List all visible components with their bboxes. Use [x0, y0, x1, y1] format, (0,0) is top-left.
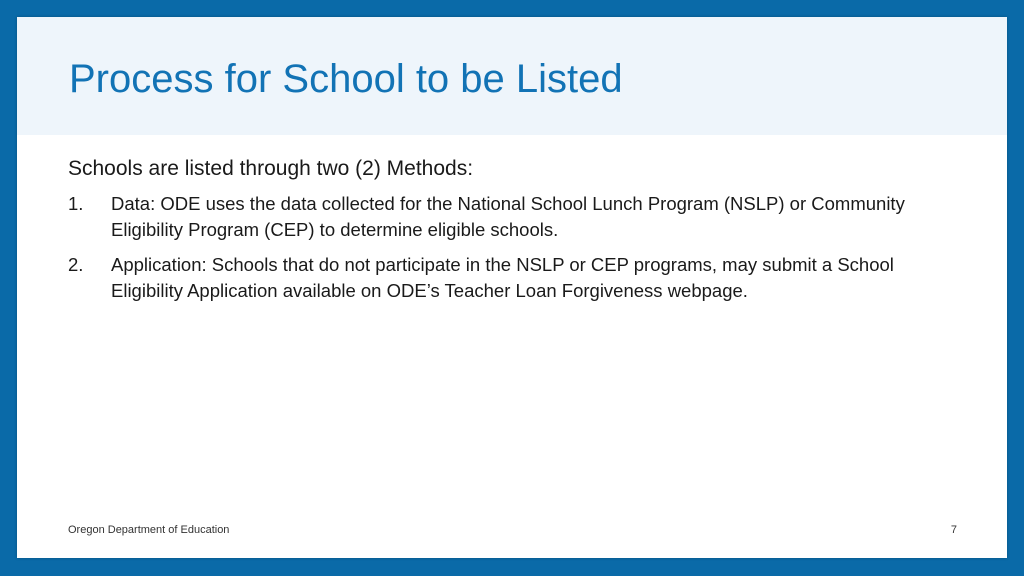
page-number: 7 [950, 524, 957, 536]
intro-text: Schools are listed through two (2) Methods: [68, 157, 474, 180]
title-band [17, 17, 1007, 135]
list-item-number: 1. [68, 193, 84, 214]
list-item [68, 191, 968, 243]
list-item-text: Data: ODE uses the data collected for the National School Lunch Program (NSLP) or Community Eligibility Program (CEP) to determine eligible schools. [111, 193, 905, 240]
list-item-number: 2. [68, 254, 84, 275]
list-item-text: Application: Schools that do not participate in the NSLP or CEP programs, may submit a School Eligibility Application available on ODE’s Teacher Loan Forgiveness webpage. [111, 254, 894, 301]
footer-organization: Oregon Department of Education [68, 524, 230, 536]
slide-title: Process for School to be Listed [69, 57, 623, 101]
slide [17, 17, 1007, 558]
list-item [68, 252, 968, 304]
slide-content [68, 155, 968, 313]
